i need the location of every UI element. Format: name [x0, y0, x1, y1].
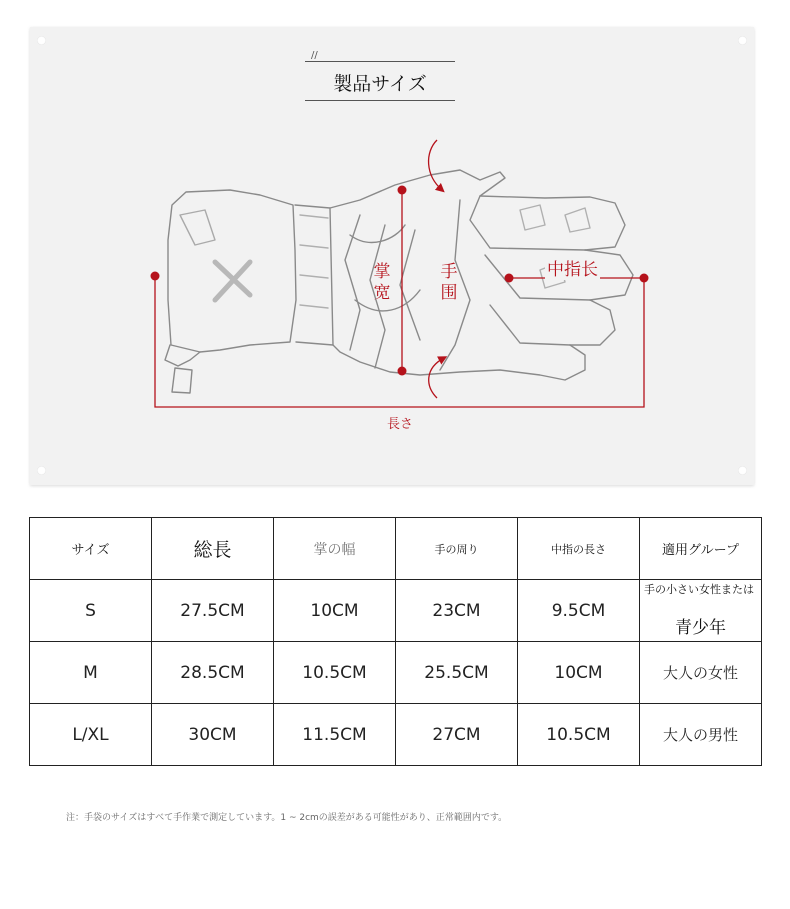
- cell-group: 大人の女性: [640, 642, 762, 704]
- cell-palm-width: 10CM: [274, 580, 396, 642]
- cell-palm-width: 10.5CM: [274, 642, 396, 704]
- cell-total-length: 28.5CM: [152, 642, 274, 704]
- cell-middle-finger: 10.5CM: [518, 704, 640, 766]
- palm-width-dot-top: [398, 186, 407, 195]
- title-slash-decoration: //: [311, 50, 318, 61]
- table-row: [30, 642, 762, 704]
- size-table: [29, 517, 762, 766]
- cell-middle-finger: 9.5CM: [518, 580, 640, 642]
- length-bracket: [155, 278, 644, 407]
- cell-size: L/XL: [30, 704, 152, 766]
- table-row: [30, 704, 762, 766]
- palm-width-label-text: 掌宽: [373, 262, 391, 303]
- length-label-text: 長さ: [387, 417, 414, 432]
- header-total-length: 総長: [152, 518, 274, 580]
- palm-width-label: [372, 262, 392, 304]
- middle-finger-label: [545, 255, 600, 280]
- cell-total-length: 27.5CM: [152, 580, 274, 642]
- palm-width-dot-bottom: [398, 367, 407, 376]
- cell-hand-circumference: 27CM: [396, 704, 518, 766]
- hand-circumference-label: [439, 262, 459, 304]
- cell-group: 大人の男性: [640, 704, 762, 766]
- group-s-wrapper: [640, 580, 761, 641]
- table-header-row: [30, 518, 762, 580]
- middle-finger-label-text: 中指长: [547, 260, 598, 280]
- cell-middle-finger: 10CM: [518, 642, 640, 704]
- cell-hand-circumference: 25.5CM: [396, 642, 518, 704]
- table-row: [30, 580, 762, 642]
- diagram-title: 製品サイズ: [333, 73, 427, 95]
- circumference-arrow-bottom: [429, 358, 444, 398]
- cell-palm-width: 11.5CM: [274, 704, 396, 766]
- header-middle-finger: 中指の長さ: [518, 518, 640, 580]
- cell-size: S: [30, 580, 152, 642]
- group-s-line1: 手の小さい女性または: [644, 583, 754, 596]
- header-group: 適用グループ: [640, 518, 762, 580]
- header-hand-circumference: 手の周り: [396, 518, 518, 580]
- glove-outline: [165, 170, 633, 393]
- header-palm-width: 掌の幅: [274, 518, 396, 580]
- hand-circumference-label-text: 手围: [440, 262, 458, 303]
- group-s-line2: 青少年: [675, 618, 726, 638]
- length-label: [387, 413, 413, 432]
- cell-hand-circumference: 23CM: [396, 580, 518, 642]
- middle-finger-dot-left: [505, 274, 514, 283]
- cell-group: [640, 580, 762, 642]
- measurement-note: 注：手袋のサイズはすべて手作業で測定しています。1 ~ 2cmの誤差がある可能性があり、正常範囲内です。: [66, 813, 508, 823]
- cell-total-length: 30CM: [152, 704, 274, 766]
- header-size: サイズ: [30, 518, 152, 580]
- cell-size: M: [30, 642, 152, 704]
- circumference-arrow-top: [429, 140, 442, 190]
- length-dot-left: [151, 272, 160, 281]
